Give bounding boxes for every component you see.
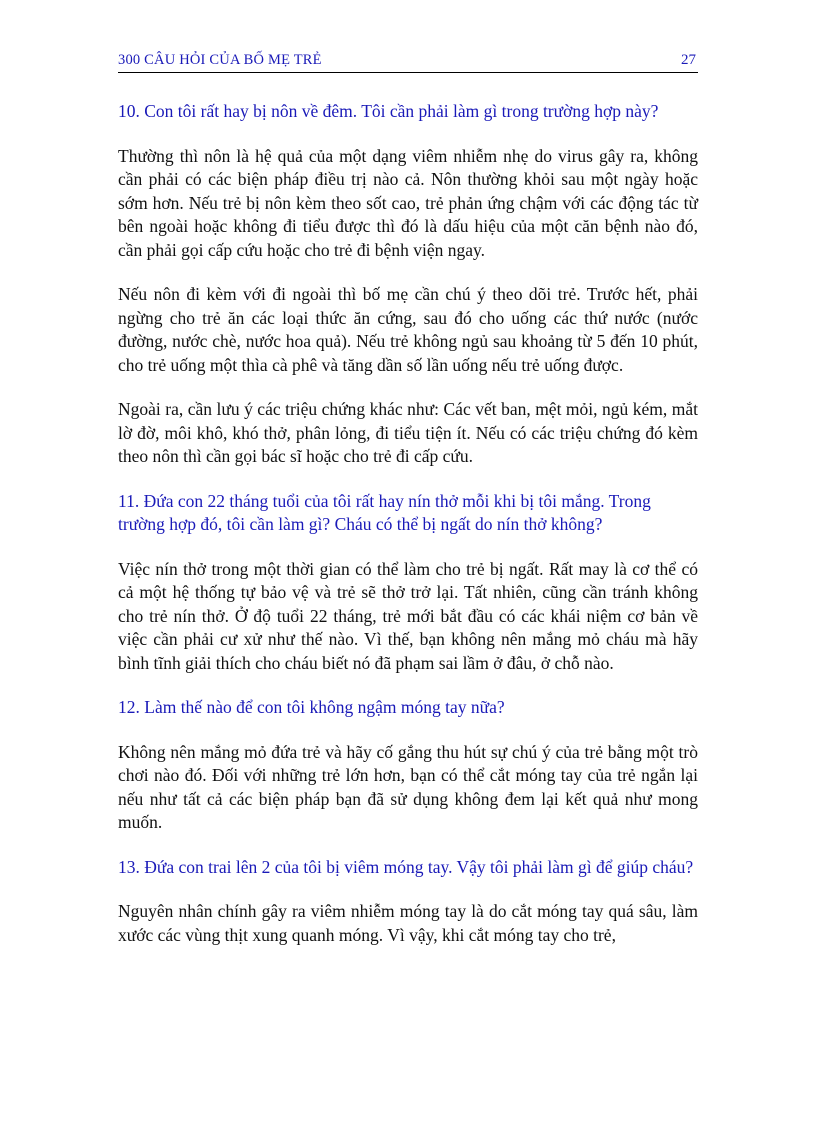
answer-10-paragraph-3: Ngoài ra, cần lưu ý các triệu chứng khác như: Các vết ban, mệt mỏi, ngủ kém, mắt lờ đờ, môi khô, khó thở, phân lỏng, đi tiểu tiện ít. Nếu có các triệu chứng đó kèm theo nôn thì cần gọi bác sĩ hoặc cho trẻ đi cấp cứu. — [118, 399, 698, 466]
answer-10-paragraph-2: Nếu nôn đi kèm với đi ngoài thì bố mẹ cần chú ý theo dõi trẻ. Trước hết, phải ngừng cho trẻ ăn các loại thức ăn cứng, sau đó cho uống các thứ nước (nước đường, nước chè, nước hoa quả). Nếu trẻ không ngủ sau khoảng từ 5 đến 10 phút, cho trẻ uống một thìa cà phê và tăng dần số lần uống nếu trẻ uống được. — [118, 284, 698, 375]
answer-13-paragraph-1: Nguyên nhân chính gây ra viêm nhiễm móng tay là do cắt móng tay quá sâu, làm xước các vùng thịt xung quanh móng. Vì vậy, khi cắt móng tay cho trẻ, — [118, 901, 698, 945]
page-number: 27 — [681, 52, 696, 68]
question-12: 12. Làm thế nào để con tôi không ngậm móng tay nữa? — [118, 697, 505, 717]
book-title: 300 CÂU HỎI CỦA BỐ MẸ TRẺ — [118, 52, 322, 68]
answer-11-paragraph-1: Việc nín thở trong một thời gian có thể làm cho trẻ bị ngất. Rất may là cơ thể có cả một hệ thống tự bảo vệ và trẻ sẽ thở trở lại. Tất nhiên, cũng cần tránh không cho trẻ nín thở. Ở độ tuổi 22 tháng, trẻ mới bắt đầu có các khái niệm cơ bản về việc cần phải cư xử như thế nào. Vì thế, bạn không nên mắng mỏ cháu mà hãy bình tĩnh giải thích cho cháu biết nó đã phạm sai lầm ở đâu, ở chỗ nào. — [118, 558, 698, 673]
question-11: 11. Đứa con 22 tháng tuổi của tôi rất hay nín thở mỗi khi bị tôi mắng. Trong trường hợp đó, tôi cần làm gì? Cháu có thể bị ngất do nín thở không? — [118, 490, 651, 534]
answer-10-paragraph-1: Thường thì nôn là hệ quả của một dạng viêm nhiễm nhẹ do virus gây ra, không cần phải có các biện pháp điều trị nào cả. Nôn thường khỏi sau một ngày hoặc sớm hơn. Nếu trẻ bị nôn kèm theo sốt cao, trẻ phản ứng chậm với các động tác từ bên ngoài hoặc không đi tiểu được thì đó là dấu hiệu của một căn bệnh nào đó, cần phải gọi cấp cứu hoặc cho trẻ đi bệnh viện ngay. — [118, 145, 698, 260]
question-10: 10. Con tôi rất hay bị nôn về đêm. Tôi cần phải làm gì trong trường hợp này? — [118, 101, 659, 121]
page-content — [118, 100, 698, 947]
question-13: 13. Đứa con trai lên 2 của tôi bị viêm móng tay. Vậy tôi phải làm gì để giúp cháu? — [118, 856, 694, 877]
page-header — [118, 50, 698, 73]
answer-12-paragraph-1: Không nên mắng mỏ đứa trẻ và hãy cố gắng thu hút sự chú ý của trẻ bằng một trò chơi nào đó. Đối với những trẻ lớn hơn, bạn có thể cắt móng tay của trẻ ngắn lại nếu như tất cả các biện pháp bạn đã sử dụng không đem lại kết quả như mong muốn. — [118, 741, 698, 832]
